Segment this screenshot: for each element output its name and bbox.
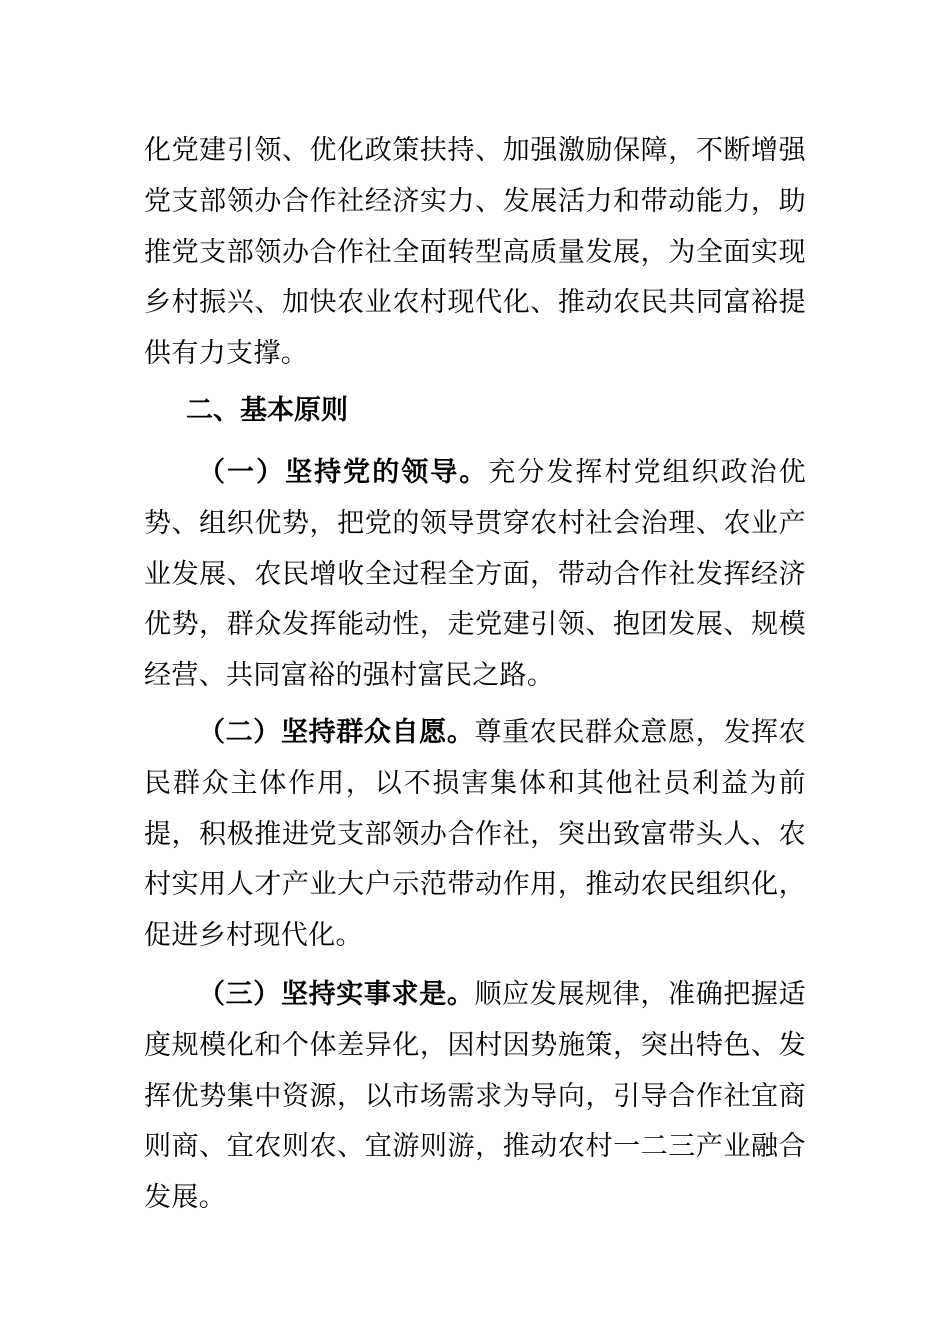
- principle-lead-1: （一）坚持党的领导。: [198, 457, 489, 488]
- principle-text-1: 充分发挥村党组织政治优势、组织优势，把党的领导贯穿农村社会治理、农业产业发展、农民增收全过程全方面，带动合作社发挥经济优势，群众发挥能动性，走党建引领、抱团发展、规模经营、共同富裕的强村富民之路。: [144, 457, 806, 692]
- section-heading: 二、基本原则: [186, 395, 348, 426]
- principle-paragraph-2: [144, 708, 806, 962]
- principle-text-3: 顺应发展规律，准确把握适度规模化和个体差异化，因村因势施策，突出特色、发挥优势集中资源，以市场需求为导向，引导合作社宜商则商、宜农则农、宜游则游，推动农村一二三产业融合发展。: [144, 979, 806, 1214]
- principle-paragraph-3: [144, 970, 806, 1224]
- principle-lead-3: （三）坚持实事求是。: [198, 979, 475, 1010]
- principle-text-2: 尊重农民群众意愿，发挥农民群众主体作用，以不损害集体和其他社员利益为前提，积极推进党支部领办合作社，突出致富带头人、农村实用人才产业大户示范带动作用，推动农民组织化，促进乡村现代化。: [144, 717, 806, 952]
- principle-lead-2: （二）坚持群众自愿。: [198, 717, 475, 748]
- principle-paragraph-1: [144, 448, 806, 702]
- intro-paragraph: 化党建引领、优化政策扶持、加强激励保障，不断增强党支部领办合作社经济实力、发展活力和带动能力，助推党支部领办合作社全面转型高质量发展，为全面实现乡村振兴、加快农业农村现代化、推动农民共同富裕提供有力支撑。: [144, 135, 806, 370]
